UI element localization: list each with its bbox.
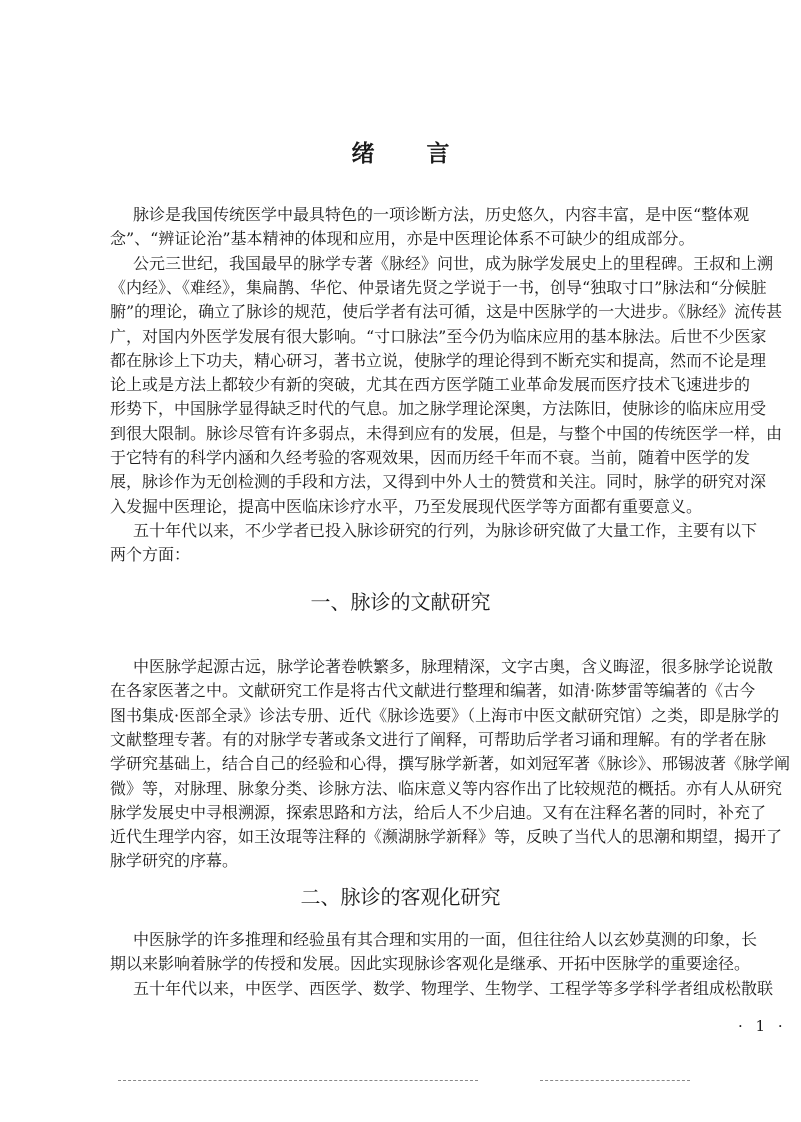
- text-line: 文献整理专著。有的对脉学专著或条文进行了阐释，可帮助后学者习诵和理解。有的学者在脉: [110, 729, 767, 749]
- section-heading-objectification: 二、脉诊的客观化研究: [300, 885, 501, 909]
- text-line: 中医脉学的许多推理和经验虽有其合理和实用的一面，但往往给人以玄妙莫测的印象，长: [133, 930, 758, 949]
- text-line: 图书集成·医部全录》诊法专册、近代《脉诊选要》（上海市中医文献研究馆）之类，即是脉学的: [110, 705, 780, 725]
- page-number: · 1 ·: [738, 1017, 787, 1035]
- text-line: 微》等，对脉理、脉象分类、诊脉方法、临床意义等内容作出了比较规范的概括。亦有人从研究: [110, 778, 783, 798]
- scan-artifact-rule: [540, 1080, 690, 1081]
- text-line: 期以来影响着脉学的传授和发展。因此实现脉诊客观化是继承、开拓中医脉学的重要途径。: [110, 954, 751, 974]
- text-line: 公元三世纪，我国最早的脉学专著《脉经》问世，成为脉学发展史上的里程碑。王叔和上溯: [133, 253, 774, 273]
- text-line: 入发掘中医理论，提高中医临床诊疗水平，乃至发展现代医学等方面都有重要意义。: [110, 496, 703, 516]
- text-line: 念”、“辨证论治”基本精神的体现和应用，亦是中医理论体系不可缺少的组成部分。: [110, 229, 695, 249]
- text-line: 《内经》、《难经》，集扁鹊、华佗、仲景诸先贤之学说于一书，创导“独取寸口”脉法和“分候脏: [110, 277, 767, 297]
- text-line: 五十年代以来，中医学、西医学、数学、物理学、生物学、工程学等多学科学者组成松散联: [133, 978, 774, 998]
- text-line: 学研究基础上，结合自己的经验和心得，撰写脉学新著，如刘冠军著《脉诊》、邢锡波著《脉学阐: [110, 754, 791, 774]
- scan-artifact-rule: [118, 1080, 478, 1081]
- text-line: 脉诊是我国传统医学中最具特色的一项诊断方法，历史悠久，内容丰富，是中医“整体观: [133, 205, 750, 224]
- text-line: 两个方面：: [110, 545, 191, 565]
- text-line: 到很大限制。脉诊尽管有许多弱点，未得到应有的发展，但是，与整个中国的传统医学一样，由: [110, 423, 783, 443]
- text-line: 近代生理学内容，如王汝琨等注释的《濒湖脉学新释》等，反映了当代人的思潮和期望，揭开了: [110, 827, 783, 847]
- text-line: 中医脉学起源古远，脉学论著卷帙繁多，脉理精深，文字古奥，含义晦涩，很多脉学论说散: [133, 657, 774, 676]
- text-line: 脉学发展史中寻根溯源，探索思路和方法，给后人不少启迪。又有在注释名著的同时，补充了: [110, 802, 767, 822]
- text-line: 论上或是方法上都较少有新的突破，尤其在西方医学随工业革命发展而医疗技术飞速进步的: [110, 375, 751, 395]
- text-line: 于它特有的科学内涵和久经考验的客观效果，因而历经千年而不衰。当前，随着中医学的发: [110, 448, 751, 467]
- text-line: 形势下，中国脉学显得缺乏时代的气息。加之脉学理论深奥，方法陈旧，使脉诊的临床应用受: [110, 399, 767, 419]
- text-line: 五十年代以来，不少学者已投入脉诊研究的行列，为脉诊研究做了大量工作，主要有以下: [133, 520, 758, 540]
- text-line: 都在脉诊上下功夫，精心研习，著书立说，使脉学的理论得到不断充实和提高，然而不论是理: [110, 350, 767, 370]
- section-heading-literature: 一、脉诊的文献研究: [310, 590, 491, 614]
- text-line: 广，对国内外医学发展有很大影响。“寸口脉法”至今仍为临床应用的基本脉法。后世不少医家: [110, 326, 767, 346]
- text-line: 腑”的理论，确立了脉诊的规范，使后学者有法可循，这是中医脉学的一大进步。《脉经》流传甚: [110, 302, 783, 322]
- page-title: 绪 言: [351, 140, 472, 167]
- text-line: 展，脉诊作为无创检测的手段和方法，又得到中外人士的赞赏和关注。同时，脉学的研究对深: [110, 472, 767, 492]
- text-line: 脉学研究的序幕。: [110, 851, 239, 871]
- text-line: 在各家医著之中。文献研究工作是将古代文献进行整理和编著，如清·陈梦雷等编著的《古今: [110, 681, 756, 701]
